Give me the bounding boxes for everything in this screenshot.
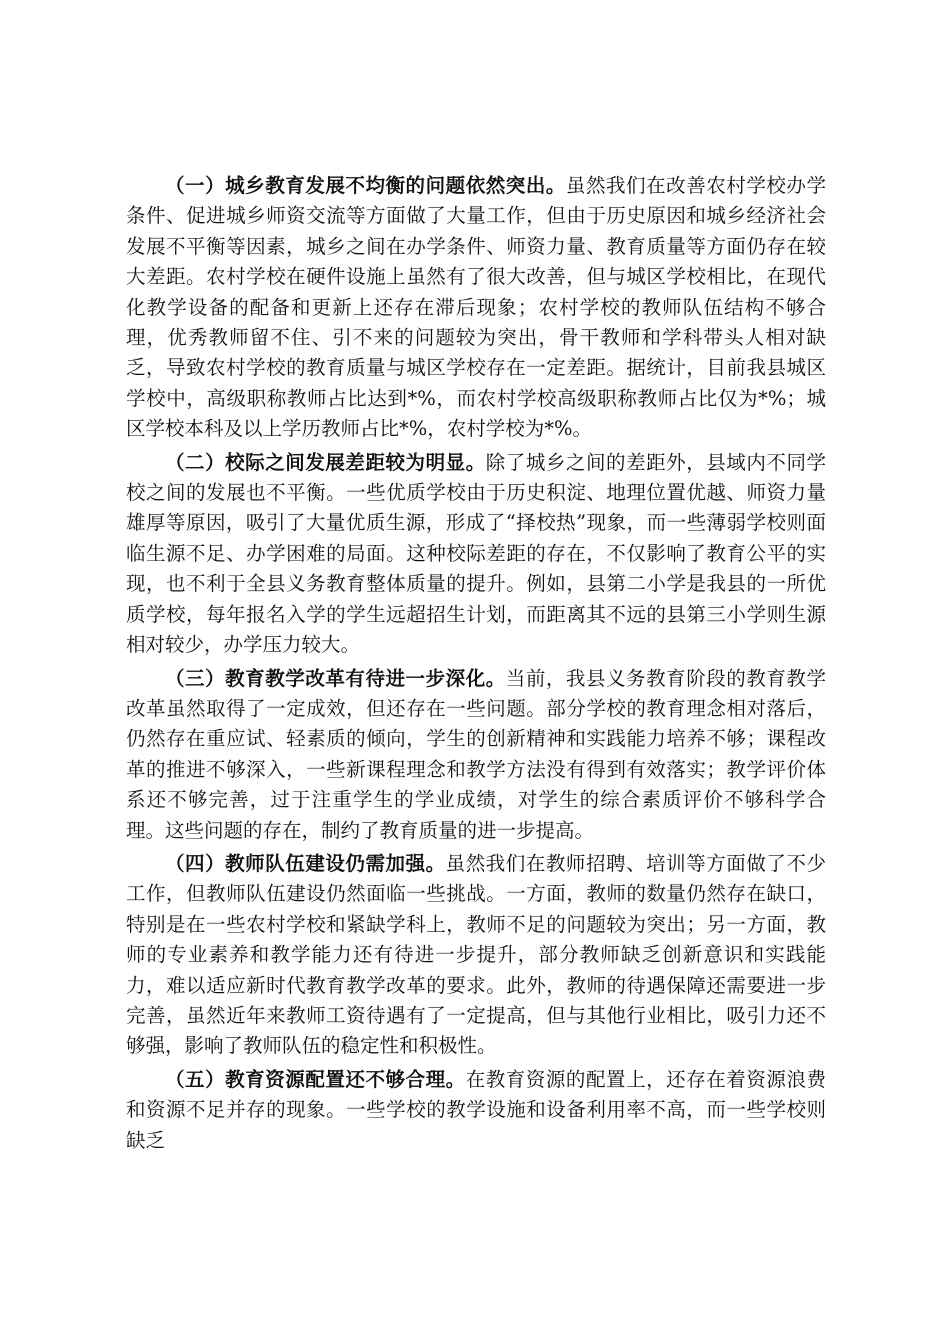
paragraph-5-text: 在教育资源的配置上，还存在着资源浪费和资源不足并存的现象。一些学校的教学设施和设备利用率不高，而一些学校则缺乏 [126,1067,826,1152]
paragraph-2 [126,448,826,661]
paragraph-3-heading: （三）教育教学改革有待进一步深化。 [165,666,506,690]
paragraph-3-text: 当前，我县义务教育阶段的教育教学改革虽然取得了一定成效，但还存在一些问题。部分学校的教育理念相对落后，仍然存在重应试、轻素质的倾向，学生的创新精神和实践能力培养不够；课程改革的推进不够深入，一些新课程理念和教学方法没有得到有效落实；教学评价体系还不够完善，过于注重学生的学业成绩，对学生的综合素质评价不够科学合理。这些问题的存在，制约了教育质量的进一步提高。 [126,666,826,842]
paragraph-2-heading: （二）校际之间发展差距较为明显。 [165,450,486,474]
paragraph-5 [126,1065,826,1156]
paragraph-5-heading: （五）教育资源配置还不够合理。 [165,1067,466,1091]
paragraph-2-text: 除了城乡之间的差距外，县域内不同学校之间的发展也不平衡。一些优质学校由于历史积淀、地理位置优越、师资力量雄厚等原因，吸引了大量优质生源，形成了“择校热”现象，而一些薄弱学校则面临生源不足、办学困难的局面。这种校际差距的存在，不仅影响了教育公平的实现，也不利于全县义务教育整体质量的提升。例如，县第二小学是我县的一所优质学校，每年报名入学的学生远超招生计划，而距离其不远的县第三小学则生源相对较少，办学压力较大。 [126,450,826,657]
paragraph-1 [126,171,826,445]
paragraph-1-text: 虽然我们在改善农村学校办学条件、促进城乡师资交流等方面做了大量工作，但由于历史原因和城乡经济社会发展不平衡等因素，城乡之间在办学条件、师资力量、教育质量等方面仍存在较大差距。农村学校在硬件设施上虽然有了很大改善，但与城区学校相比，在现代化教学设备的配备和更新上还存在滞后现象；农村学校的教师队伍结构不够合理，优秀教师留不住、引不来的问题较为突出，骨干教师和学科带头人相对缺乏，导致农村学校的教育质量与城区学校存在一定差距。据统计，目前我县城区学校中，高级职称教师占比达到*%，而农村学校高级职称教师占比仅为*%；城区学校本科及以上学历教师占比*%，农村学校为*%。 [126,174,826,441]
paragraph-4-heading: （四）教师队伍建设仍需加强。 [165,851,446,875]
paragraph-4-text: 虽然我们在教师招聘、培训等方面做了不少工作，但教师队伍建设仍然面临一些挑战。一方面，教师的数量仍然存在缺口，特别是在一些农村学校和紧缺学科上，教师不足的问题较为突出；另一方面，教师的专业素养和教学能力还有待进一步提升，部分教师缺乏创新意识和实践能力，难以适应新时代教育教学改革的要求。此外，教师的待遇保障还需要进一步完善，虽然近年来教师工资待遇有了一定提高，但与其他行业相比，吸引力还不够强，影响了教师队伍的稳定性和积极性。 [126,851,826,1058]
paragraph-3 [126,664,826,846]
document-body [126,171,826,1159]
paragraph-1-heading: （一）城乡教育发展不均衡的问题依然突出。 [165,174,566,197]
paragraph-4 [126,849,826,1062]
